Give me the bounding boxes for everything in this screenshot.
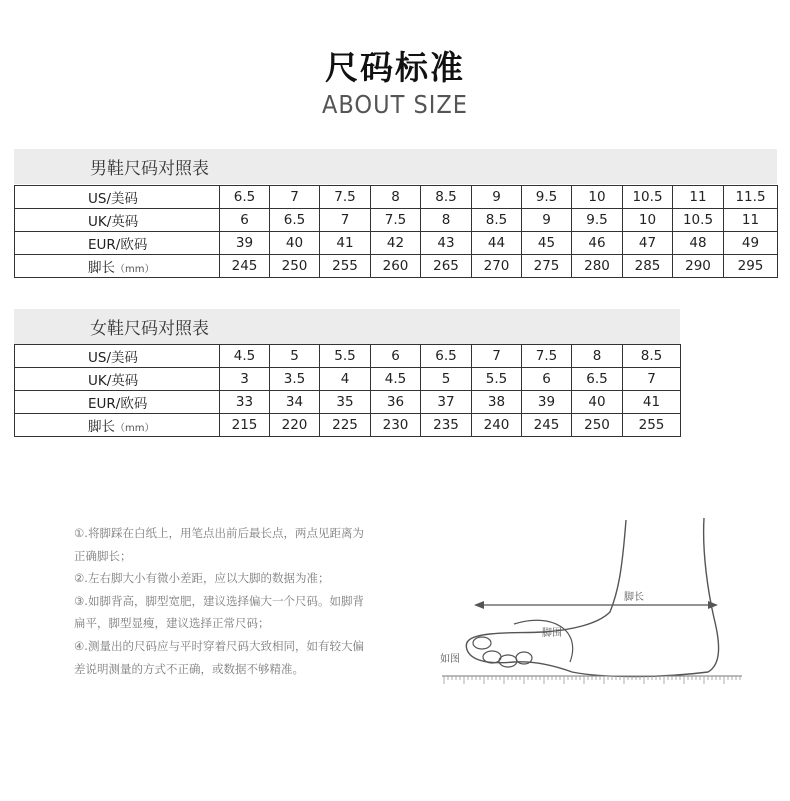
- measurement-instructions: [74, 522, 424, 680]
- size-cell: 10.5: [623, 186, 673, 209]
- instruction-line: ④.测量出的尺码应与平时穿着尺码大致相同，如有较大偏: [74, 638, 364, 653]
- size-cell: 6.5: [220, 186, 270, 209]
- example-label: 如图: [440, 654, 460, 665]
- size-cell: 270: [472, 255, 522, 278]
- size-cell: 6.5: [421, 345, 472, 368]
- row-label-text: US/美码: [88, 191, 138, 207]
- women-size-table: [14, 344, 681, 437]
- row-label-text: 脚长: [88, 419, 115, 435]
- size-cell: 4: [320, 368, 371, 391]
- arrow-left-icon: [474, 601, 484, 609]
- size-cell: 255: [320, 255, 371, 278]
- size-cell: 47: [623, 232, 673, 255]
- size-cell: 295: [724, 255, 778, 278]
- size-cell: 245: [522, 414, 572, 437]
- size-cell: 7: [270, 186, 320, 209]
- size-cell: 37: [421, 391, 472, 414]
- row-label-text: UK/英码: [88, 373, 139, 389]
- instruction-line: 正确脚长；: [74, 548, 132, 563]
- size-cell: 250: [270, 255, 320, 278]
- row-label: [15, 255, 220, 278]
- row-label-text: 脚长: [88, 260, 115, 276]
- size-cell: 33: [220, 391, 270, 414]
- men-size-table: [14, 185, 778, 278]
- size-cell: 8.5: [623, 345, 681, 368]
- size-cell: 7.5: [522, 345, 572, 368]
- size-cell: 290: [673, 255, 724, 278]
- instruction-line: ①.将脚踩在白纸上，用笔点出前后最长点，两点见距离为: [74, 526, 364, 540]
- size-cell: 11.5: [724, 186, 778, 209]
- men-size-table-title: 男鞋尺码对照表: [14, 149, 777, 184]
- size-cell: 4.5: [220, 345, 270, 368]
- size-cell: 220: [270, 414, 320, 437]
- size-cell: 41: [623, 391, 681, 414]
- row-label: [15, 368, 220, 391]
- size-cell: 39: [522, 391, 572, 414]
- row-unit: （mm）: [115, 423, 155, 434]
- size-cell: 7: [472, 345, 522, 368]
- size-cell: 41: [320, 232, 371, 255]
- size-cell: 10: [623, 209, 673, 232]
- size-cell: 8: [572, 345, 623, 368]
- size-cell: 8.5: [472, 209, 522, 232]
- row-label: [15, 345, 220, 368]
- size-cell: 5: [270, 345, 320, 368]
- size-row: [15, 414, 681, 437]
- size-row: [15, 255, 778, 278]
- size-cell: 7.5: [320, 186, 371, 209]
- size-cell: 39: [220, 232, 270, 255]
- size-cell: 6.5: [572, 368, 623, 391]
- instruction-line: ②.左右脚大小有微小差距，应以大脚的数据为准；: [74, 571, 330, 586]
- size-cell: 49: [724, 232, 778, 255]
- size-cell: 36: [371, 391, 421, 414]
- ruler-ticks: [444, 676, 740, 684]
- foot-measurement-diagram: [432, 512, 762, 692]
- size-cell: 10: [572, 186, 623, 209]
- size-cell: 40: [572, 391, 623, 414]
- size-cell: 38: [472, 391, 522, 414]
- size-row: [15, 209, 778, 232]
- size-cell: 275: [522, 255, 572, 278]
- row-label-text: US/美码: [88, 350, 138, 366]
- row-label: [15, 414, 220, 437]
- size-cell: 250: [572, 414, 623, 437]
- size-cell: 34: [270, 391, 320, 414]
- size-cell: 43: [421, 232, 472, 255]
- foot-outline: [466, 518, 718, 677]
- size-cell: 42: [371, 232, 421, 255]
- size-cell: 245: [220, 255, 270, 278]
- size-cell: 44: [472, 232, 522, 255]
- size-row: [15, 368, 681, 391]
- size-cell: 3.5: [270, 368, 320, 391]
- size-cell: 8: [371, 186, 421, 209]
- size-cell: 11: [673, 186, 724, 209]
- size-cell: 11: [724, 209, 778, 232]
- size-cell: 6: [522, 368, 572, 391]
- size-cell: 6: [371, 345, 421, 368]
- size-row: [15, 391, 681, 414]
- size-cell: 9: [472, 186, 522, 209]
- size-cell: 45: [522, 232, 572, 255]
- size-cell: 7.5: [371, 209, 421, 232]
- instruction-line: ③.如脚背高，脚型宽肥，建议选择偏大一个尺码。如脚背: [74, 593, 364, 608]
- size-cell: 48: [673, 232, 724, 255]
- size-cell: 280: [572, 255, 623, 278]
- row-label: [15, 186, 220, 209]
- size-cell: 9: [522, 209, 572, 232]
- row-unit: （mm）: [115, 264, 155, 275]
- size-cell: 230: [371, 414, 421, 437]
- size-cell: 9.5: [572, 209, 623, 232]
- instruction-line: 扁平，脚型显瘦，建议选择正常尺码；: [74, 616, 270, 631]
- size-cell: 5.5: [472, 368, 522, 391]
- size-cell: 35: [320, 391, 371, 414]
- size-cell: 40: [270, 232, 320, 255]
- foot-width-curve: [514, 620, 573, 662]
- size-cell: 10.5: [673, 209, 724, 232]
- size-cell: 6: [220, 209, 270, 232]
- page-title: 尺码标准: [325, 48, 465, 87]
- size-cell: 9.5: [522, 186, 572, 209]
- size-cell: 285: [623, 255, 673, 278]
- row-label: [15, 232, 220, 255]
- size-cell: 46: [572, 232, 623, 255]
- foot-width-label: 脚围: [542, 628, 562, 639]
- row-label: [15, 209, 220, 232]
- size-row: [15, 232, 778, 255]
- women-size-table-title: 女鞋尺码对照表: [14, 309, 680, 344]
- arrow-right-icon: [708, 601, 718, 609]
- size-cell: 265: [421, 255, 472, 278]
- row-label-text: EUR/欧码: [88, 396, 148, 412]
- size-cell: 7: [623, 368, 681, 391]
- size-cell: 6.5: [270, 209, 320, 232]
- row-label-text: UK/英码: [88, 214, 139, 230]
- foot-length-label: 脚长: [624, 592, 644, 603]
- row-label-text: EUR/欧码: [88, 237, 148, 253]
- size-cell: 7: [320, 209, 371, 232]
- size-cell: 3: [220, 368, 270, 391]
- size-cell: 215: [220, 414, 270, 437]
- page-subtitle: ABOUT SIZE: [322, 90, 468, 119]
- size-cell: 5: [421, 368, 472, 391]
- row-label: [15, 391, 220, 414]
- size-cell: 260: [371, 255, 421, 278]
- size-cell: 4.5: [371, 368, 421, 391]
- size-cell: 5.5: [320, 345, 371, 368]
- size-row: [15, 345, 681, 368]
- size-cell: 235: [421, 414, 472, 437]
- instruction-line: 差说明测量的方式不正确，或数据不够精准。: [74, 661, 304, 676]
- size-cell: 255: [623, 414, 681, 437]
- size-cell: 8: [421, 209, 472, 232]
- size-cell: 8.5: [421, 186, 472, 209]
- size-cell: 225: [320, 414, 371, 437]
- size-row: [15, 186, 778, 209]
- size-cell: 240: [472, 414, 522, 437]
